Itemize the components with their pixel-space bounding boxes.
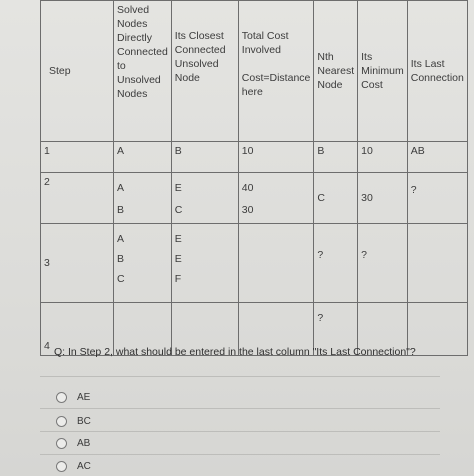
cell-step: 2 [41,173,114,224]
option-ae[interactable] [56,392,90,403]
cell-step: 1 [41,142,114,173]
divider [40,454,440,455]
option-label: AB [77,438,91,449]
header-step: Step [41,1,114,142]
table-row [41,173,468,224]
table-row [41,224,468,303]
option-bc[interactable] [56,416,91,427]
cell-cost: 40 30 [238,173,314,224]
cell-nth: B [314,142,358,173]
divider [40,408,440,409]
cell-closest: E E F [171,224,238,303]
radio-button-icon[interactable] [56,438,67,449]
cell-solved: A B C [114,224,172,303]
header-solved-nodes: Solved Nodes Directly Connected to Unsolved Nodes [114,1,172,142]
header-last-connection: Its Last Connection [407,1,467,142]
question-text: Q: In Step 2, what should be entered in the last column "Its Last Connection"? [54,346,416,358]
cell-nth: ? [314,303,358,356]
cell-min: 10 [358,142,408,173]
option-ab[interactable] [56,438,90,449]
dijkstra-table [40,0,468,356]
cell-nth: C [314,173,358,224]
cell-last [407,303,467,356]
cell-min: ? [358,224,408,303]
header-total-cost: Total Cost Involved Cost=Distance here [238,1,314,142]
header-min-cost: Its Minimum Cost [358,1,408,142]
cell-last: ? [407,173,467,224]
option-label: AE [77,392,91,403]
radio-button-icon[interactable] [56,392,67,403]
cell-step: 4 [41,303,114,356]
divider [40,431,440,432]
radio-button-icon[interactable] [56,461,67,472]
cell-min: 30 [358,173,408,224]
cell-step: 3 [41,224,114,303]
table-row [41,142,468,173]
cell-nth: ? [314,224,358,303]
cell-solved: A B [114,173,172,224]
cell-cost [238,224,314,303]
option-label: BC [77,416,91,427]
cell-solved: A [114,142,172,173]
header-closest-node: Its Closest Connected Unsolved Node [171,1,238,142]
option-ac[interactable] [56,461,91,472]
cell-last: AB [407,142,467,173]
divider [40,376,440,377]
cell-cost: 10 [238,142,314,173]
radio-button-icon[interactable] [56,416,67,427]
header-nth-nearest: Nth Nearest Node [314,1,358,142]
cell-closest: E C [171,173,238,224]
cell-last [407,224,467,303]
option-label: AC [77,461,91,472]
cell-closest: B [171,142,238,173]
header-row [41,1,468,142]
